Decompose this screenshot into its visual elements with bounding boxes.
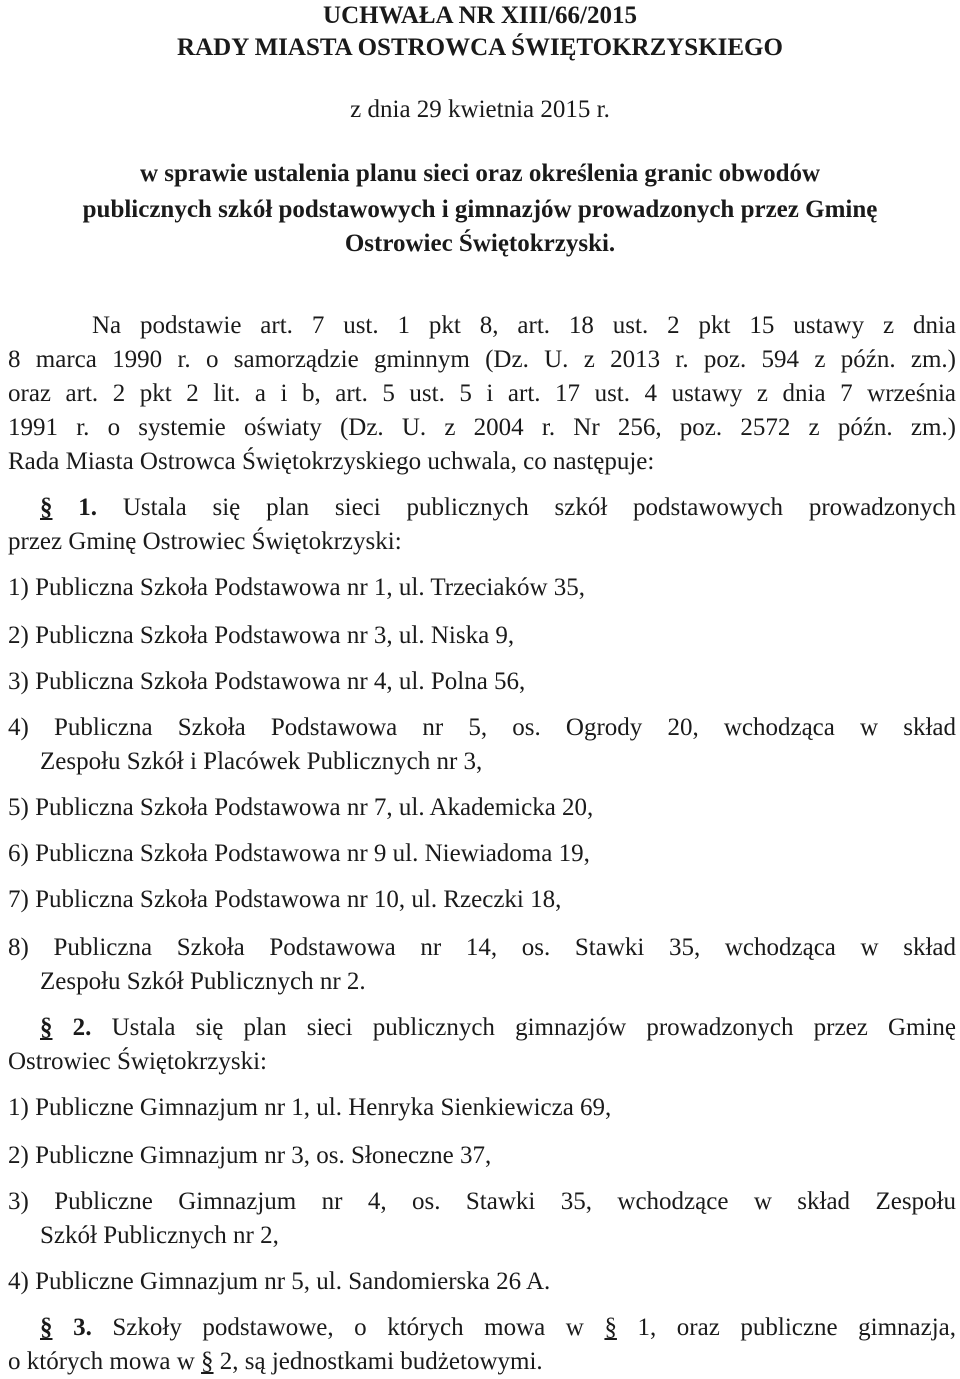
- subject-line-1: w sprawie ustalenia planu sieci oraz określenia granic obwodów: [139, 160, 821, 187]
- section-2-intro: [40, 1012, 956, 1044]
- council-name: RADY MIASTA OSTROWCA ŚWIĘTOKRZYSKIEGO: [177, 34, 783, 61]
- section-number: 1.: [78, 494, 98, 521]
- resolution-date: z dnia 29 kwietnia 2015 r.: [350, 96, 610, 123]
- section-reference-sign: §: [201, 1348, 214, 1375]
- preamble-line-4: 1991 r. o systemie oświaty (Dz. U. z 2004 r. Nr 256, poz. 2572 z późn. zm.): [8, 414, 956, 441]
- list-item: 4) Publiczne Gimnazjum nr 5, ul. Sandomierska 26 A.: [8, 1268, 551, 1295]
- preamble-line-3: oraz art. 2 pkt 2 lit. a i b, art. 5 ust. 5 i art. 17 ust. 4 ustawy z dnia 7 września: [8, 380, 956, 407]
- preamble-line-2: 8 marca 1990 r. o samorządzie gminnym (Dz. U. z 2013 r. poz. 594 z późn. zm.): [8, 346, 956, 373]
- section-1-intro-line-2: przez Gminę Ostrowiec Świętokrzyski:: [8, 528, 402, 555]
- list-item: 2) Publiczne Gimnazjum nr 3, os. Słoneczne 37,: [8, 1142, 492, 1169]
- list-item-continuation: Zespołu Szkół Publicznych nr 2.: [40, 968, 366, 995]
- section-3-line-2-rest: 2, są jednostkami budżetowymi.: [213, 1348, 543, 1375]
- section-sign: §: [40, 494, 53, 521]
- section-3-line-2: [8, 1346, 956, 1378]
- section-3-text: Szkoły podstawowe, o których mowa w: [91, 1314, 584, 1341]
- section-1-intro: [40, 492, 956, 524]
- subject-line-3: Ostrowiec Świętokrzyski.: [344, 230, 616, 257]
- list-item: 7) Publiczna Szkoła Podstawowa nr 10, ul. Rzeczki 18,: [8, 886, 562, 913]
- section-3-text-rest: 1, oraz publiczne gimnazja,: [616, 1314, 957, 1341]
- section-number: 2.: [72, 1014, 92, 1041]
- section-number: 3.: [73, 1314, 92, 1341]
- list-item: 5) Publiczna Szkoła Podstawowa nr 7, ul. Akademicka 20,: [8, 794, 594, 821]
- list-item: 3) Publiczne Gimnazjum nr 4, os. Stawki 35, wchodzące w skład Zespołu: [8, 1188, 956, 1215]
- preamble-line-5: Rada Miasta Ostrowca Świętokrzyskiego uchwala, co następuje:: [8, 448, 655, 475]
- list-item: 1) Publiczne Gimnazjum nr 1, ul. Henryka Sienkiewicza 69,: [8, 1094, 612, 1121]
- section-reference-sign: §: [604, 1314, 617, 1341]
- section-2-intro-line-2: Ostrowiec Świętokrzyski:: [8, 1048, 267, 1075]
- subject-line-2: publicznych szkół podstawowych i gimnazjów prowadzonych przez Gminę: [82, 196, 878, 223]
- list-item: 4) Publiczna Szkoła Podstawowa nr 5, os. Ogrody 20, wchodząca w skład: [8, 714, 956, 741]
- list-item: 2) Publiczna Szkoła Podstawowa nr 3, ul. Niska 9,: [8, 622, 515, 649]
- list-item: 1) Publiczna Szkoła Podstawowa nr 1, ul. Trzeciaków 35,: [8, 574, 586, 601]
- list-item: 3) Publiczna Szkoła Podstawowa nr 4, ul. Polna 56,: [8, 668, 526, 695]
- section-3-line-2-text: o których mowa w: [8, 1348, 195, 1375]
- section-2-intro-text: Ustala się plan sieci publicznych gimnazjów prowadzonych przez Gminę: [91, 1014, 956, 1041]
- section-1-intro-text: Ustala się plan sieci publicznych szkół podstawowych prowadzonych: [97, 494, 956, 521]
- list-item: 6) Publiczna Szkoła Podstawowa nr 9 ul. Niewiadoma 19,: [8, 840, 590, 867]
- resolution-title: UCHWAŁA NR XIII/66/2015: [323, 2, 637, 29]
- list-item-continuation: Szkół Publicznych nr 2,: [40, 1222, 279, 1249]
- section-sign: §: [40, 1314, 53, 1341]
- preamble-line-1: Na podstawie art. 7 ust. 1 pkt 8, art. 18 ust. 2 pkt 15 ustawy z dnia: [92, 312, 956, 339]
- section-3-line-1: [40, 1312, 956, 1344]
- list-item-continuation: Zespołu Szkół i Placówek Publicznych nr 3,: [40, 748, 483, 775]
- list-item: 8) Publiczna Szkoła Podstawowa nr 14, os. Stawki 35, wchodząca w skład: [8, 934, 956, 961]
- section-sign: §: [40, 1014, 53, 1041]
